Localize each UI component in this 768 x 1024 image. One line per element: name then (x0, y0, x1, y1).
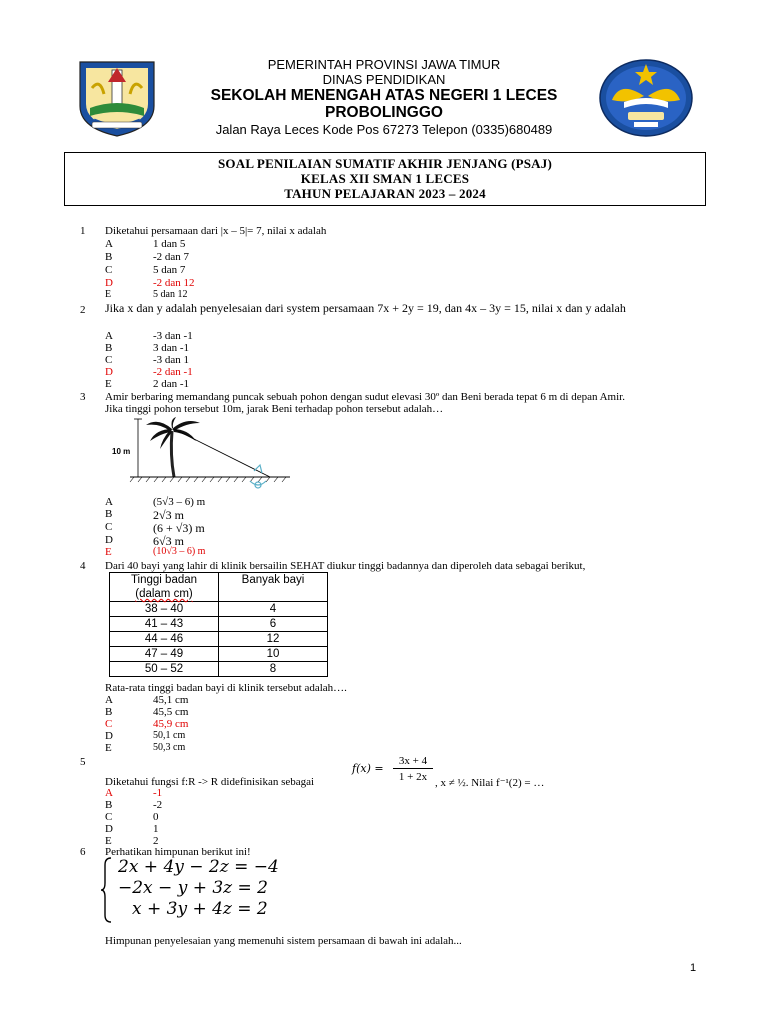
q6-eq3: x + 3y + 4z = 2 (132, 899, 268, 919)
q2-opt-d-letter: D (105, 366, 113, 378)
q5-opt-e-letter: E (105, 835, 112, 847)
q6-equation-system (108, 857, 279, 920)
q1-opt-b-letter: B (105, 251, 113, 263)
q1-opt-c-letter: C (105, 264, 113, 276)
exam-year: TAHUN PELAJARAN 2023 – 2024 (284, 186, 486, 201)
q3-opt-c-letter: C (105, 521, 113, 533)
table-row: 41 – 43 6 (110, 617, 328, 632)
page-number: 1 (690, 962, 697, 974)
q2-opt-a: -3 dan -1 (153, 330, 193, 342)
header-school-name: SEKOLAH MENENGAH ATAS NEGERI 1 LECES (210, 87, 558, 104)
q4-opt-b: 45,5 cm (153, 706, 189, 718)
q4-opt-b-letter: B (105, 706, 113, 718)
q5-opt-b-letter: B (105, 799, 113, 811)
q3-opt-a-letter: A (105, 496, 113, 508)
q2-opt-c: -3 dan 1 (153, 354, 190, 366)
q4-opt-e-letter: E (105, 742, 112, 754)
q4-text: Dari 40 bayi yang lahir di klinik bersailin SEHAT diukur tinggi badannya dan diperoleh data sebagai berikut, (105, 560, 586, 572)
q5-opt-b: -2 (153, 799, 163, 811)
q6-text2: Himpunan penyelesaian yang memenuhi sistem persamaan di bawah ini adalah... (105, 935, 462, 947)
q3-height-label: 10 m (112, 447, 131, 456)
header-city: PROBOLINGGO (325, 104, 443, 121)
exam-title: SOAL PENILAIAN SUMATIF AKHIR JENJANG (PSAJ) (218, 156, 552, 171)
q6-text: Perhatikan himpunan berikut ini! (105, 846, 251, 858)
table-row: 38 – 40 4 (110, 602, 328, 617)
q1-opt-e-letter: E (105, 289, 112, 300)
exam-class: KELAS XII SMAN 1 LECES (300, 171, 470, 186)
q5-text: Diketahui fungsi f:R -> R didefinisikan sebagai (105, 776, 315, 788)
q5-condition: , x ≠ ½. Nilai f⁻¹(2) = … (435, 777, 545, 789)
q4-height-table (109, 572, 328, 677)
q5-number: 5 (80, 756, 86, 768)
q4-opt-a-letter: A (105, 694, 113, 706)
q3-text-line1: Amir berbaring memandang puncak sebuah pohon dengan sudut elevasi 30º dan Beni berada tepat 6 m di depan Amir. (105, 391, 625, 403)
q3-tree-figure (110, 415, 300, 495)
q2-opt-b-letter: B (105, 342, 113, 354)
q3-opt-e-answer: (10√3 – 6) m (153, 546, 206, 557)
header-department: DINAS PENDIDIKAN (322, 72, 446, 87)
q5-fx: f(x) = (352, 762, 384, 775)
q3-number: 3 (80, 391, 86, 403)
q5-opt-d-letter: D (105, 823, 113, 835)
q3-opt-e-letter: E (105, 546, 112, 558)
q2-opt-b: 3 dan -1 (153, 342, 190, 354)
q5-opt-e: 2 (153, 835, 159, 847)
q1-opt-c: 5 dan 7 (153, 264, 186, 276)
q1-opt-b: -2 dan 7 (153, 251, 190, 263)
q6-number: 6 (80, 846, 86, 858)
q3-opt-c: (6 + √3) m (153, 521, 205, 535)
q2-opt-e: 2 dan -1 (153, 378, 190, 390)
q3-opt-d-letter: D (105, 534, 113, 546)
q3-opt-d: 6√3 m (153, 534, 184, 548)
q5-numerator: 3x + 4 (393, 755, 433, 769)
q4-opt-c-letter: C (105, 718, 113, 730)
q3-opt-a: (5√3 – 6) m (153, 496, 206, 508)
q5-denominator: 1 + 2x (398, 771, 428, 783)
table-header-count: Banyak bayi (219, 573, 328, 602)
q3-text-line2: Jika tinggi pohon tersebut 10m, jarak Beni terhadap pohon tersebut adalah… (105, 403, 444, 415)
header-address: Jalan Raya Leces Kode Pos 67273 Telepon (0335)680489 (215, 122, 553, 137)
q5-opt-c: 0 (153, 811, 159, 823)
q1-opt-e: 5 dan 12 (153, 289, 188, 300)
q1-text: Diketahui persamaan dari |x – 5|= 7, nilai x adalah (105, 225, 327, 237)
q4-opt-e: 50,3 cm (153, 742, 186, 753)
q2-opt-a-letter: A (105, 330, 113, 342)
q4-opt-d-letter: D (105, 730, 113, 742)
q4-opt-c-answer: 45,9 cm (153, 718, 189, 730)
q5-opt-a-answer: -1 (153, 787, 163, 799)
q6-eq2: −2x − y + 3z = 2 (118, 878, 268, 898)
q1-number: 1 (80, 225, 86, 237)
q3-opt-b-letter: B (105, 508, 113, 520)
q2-number: 2 (80, 304, 86, 316)
q5-opt-d: 1 (153, 823, 159, 835)
table-row: 50 – 52 8 (110, 662, 328, 677)
q2-opt-c-letter: C (105, 354, 113, 366)
q2-text: Jika x dan y adalah penyelesaian dari system persamaan 7x + 2y = 19, dan 4x – 3y = 15, nilai x dan y adalah (105, 301, 626, 315)
q5-opt-c-letter: C (105, 811, 113, 823)
q1-opt-a-letter: A (105, 238, 113, 250)
exam-title-box (64, 152, 706, 206)
q3-opt-b: 2√3 m (153, 508, 184, 522)
table-row: 44 – 46 12 (110, 632, 328, 647)
q4-opt-a: 45,1 cm (153, 694, 189, 706)
q4-opt-d: 50,1 cm (153, 730, 186, 741)
q1-opt-d-answer: -2 dan 12 (153, 277, 195, 289)
table-row: 47 – 49 10 (110, 647, 328, 662)
q6-eq1: 2x + 4y − 2z = −4 (118, 857, 279, 877)
table-header-height: Tinggi badan (dalam cm) (110, 573, 219, 602)
q1-opt-d-letter: D (105, 277, 113, 289)
q4-number: 4 (80, 560, 86, 572)
q2-opt-e-letter: E (105, 378, 112, 390)
q2-opt-d-answer: -2 dan -1 (153, 366, 193, 378)
q5-opt-a-letter: A (105, 787, 113, 799)
header-government: PEMERINTAH PROVINSI JAWA TIMUR (267, 57, 501, 72)
q4-text2: Rata-rata tinggi badan bayi di klinik tersebut adalah…. (105, 682, 347, 694)
q1-opt-a: 1 dan 5 (153, 238, 186, 250)
